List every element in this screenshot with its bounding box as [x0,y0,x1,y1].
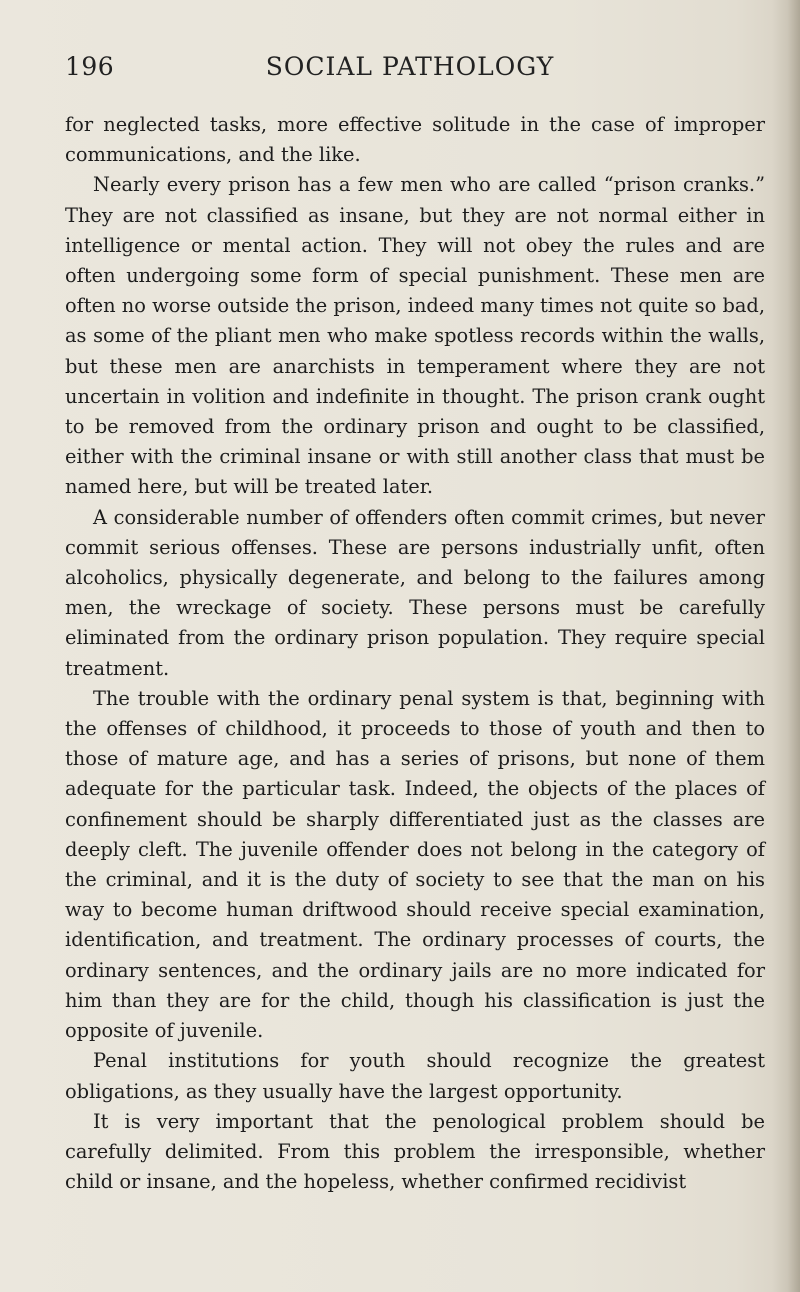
paragraph-penal-institutions: Penal institutions for youth should recognize the greatest obligations, as they usually have the largest opportunity. [65,1049,765,1103]
body-text [65,110,765,1197]
page-number: 196 [65,52,115,81]
page-edge-shadow [772,0,800,1292]
paragraph-continuation: for neglected tasks, more effective solitude in the case of improper communications, and the like. [65,113,765,167]
running-head [65,52,755,86]
paragraph-penological-problem: It is very important that the penological problem should be carefully delimited. From this problem the irresponsible, whether child or insane, and the hopeless, whether confirmed recidivist [65,1109,765,1194]
paragraph-offenders: A considerable number of offenders often commit crimes, but never commit serious offenses. These are persons industrially unfit, often alcoholics, physically degenerate, and belong to the failures among men, the wreckage of society. These persons must be carefully eliminated from the ordinary prison population. They require special treatment. [65,505,765,680]
paragraph-penal-system: The trouble with the ordinary penal system is that, beginning with the offenses of childhood, it proceeds to those of youth and then to those of mature age, and has a series of prisons, but none of them adequate for the particular task. Indeed, the objects of the places of confinement should be sharply differentiated just as the classes are deeply cleft. The juvenile offender does not belong in the category of the criminal, and it is the duty of society to see that the man on his way to become human driftwood should receive special examination, identification, and treatment. The ordinary processes of courts, the ordinary sentences, and the ordinary jails are no more indicated for him than they are for the child, though his classification is just the opposite of juvenile. [65,686,765,1043]
running-title: SOCIAL PATHOLOGY [265,52,555,81]
paragraph-prison-cranks: Nearly every prison has a few men who are called “prison cranks.” They are not classified as insane, but they are not normal either in intelligence or mental action. They will not obey the rules and are often undergoing some form of special punishment. These men are often no worse outside the prison, indeed many times not quite so bad, as some of the pliant men who make spotless records within the walls, but these men are anarchists in temperament where they are not uncertain in volition and indefinite in thought. The prison crank ought to be removed from the ordinary prison and ought to be classified, either with the criminal insane or with still another class that must be named here, but will be treated later. [65,173,765,499]
